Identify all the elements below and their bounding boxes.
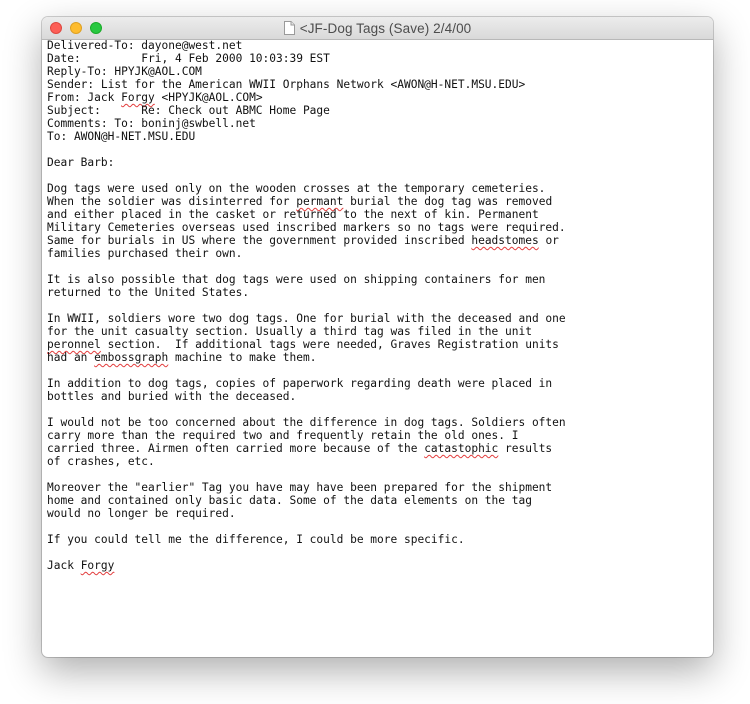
message-line bbox=[47, 416, 707, 429]
message-line bbox=[47, 546, 707, 559]
message-line bbox=[47, 195, 707, 208]
misspelled-word: permant bbox=[296, 195, 344, 208]
line-text: Comments: To: boninj@swbell.net bbox=[47, 117, 256, 130]
line-text: returned to the United States. bbox=[47, 286, 250, 299]
line-text: had an bbox=[47, 351, 95, 364]
message-line bbox=[47, 494, 707, 507]
line-text: When the soldier was disinterred for bbox=[47, 195, 297, 208]
message-line bbox=[47, 559, 707, 572]
misspelled-word: embossgraph bbox=[94, 351, 169, 364]
line-text: carry more than the required two and frequently retain the old ones. I bbox=[47, 429, 519, 442]
line-text: Delivered-To: dayone@west.net bbox=[47, 39, 243, 52]
line-text: To: AWON@H-NET.MSU.EDU bbox=[47, 130, 196, 143]
message-line bbox=[47, 533, 707, 546]
line-text: Moreover the "earlier" Tag you have may have been prepared for the shipment bbox=[47, 481, 553, 494]
message-line bbox=[47, 325, 707, 338]
line-text: families purchased their own. bbox=[47, 247, 243, 260]
line-text: Dear Barb: bbox=[47, 156, 115, 169]
message-line bbox=[47, 468, 707, 481]
message-line bbox=[47, 520, 707, 533]
message-line bbox=[47, 273, 707, 286]
line-text: In addition to dog tags, copies of paperwork regarding death were placed in bbox=[47, 377, 553, 390]
line-text: or bbox=[538, 234, 559, 247]
message-line bbox=[47, 169, 707, 182]
message-line bbox=[47, 403, 707, 416]
line-text: results bbox=[498, 442, 553, 455]
misspelled-word: Forgy bbox=[121, 91, 155, 104]
line-text: Dog tags were used only on the wooden crosses at the temporary cemeteries. bbox=[47, 182, 546, 195]
message-line bbox=[47, 286, 707, 299]
message-line bbox=[47, 377, 707, 390]
line-text: In WWII, soldiers wore two dog tags. One for burial with the deceased and one bbox=[47, 312, 566, 325]
line-text: would no longer be required. bbox=[47, 507, 236, 520]
message-line bbox=[47, 143, 707, 156]
message-line bbox=[47, 481, 707, 494]
message-line bbox=[47, 442, 707, 455]
message-line bbox=[47, 52, 707, 65]
message-line bbox=[47, 364, 707, 377]
message-line bbox=[47, 65, 707, 78]
document-window bbox=[42, 17, 713, 657]
line-text: If you could tell me the difference, I could be more specific. bbox=[47, 533, 465, 546]
title-bar[interactable] bbox=[42, 17, 713, 40]
misspelled-word: Forgy bbox=[80, 559, 115, 572]
line-text: and either placed in the casket or returned to the next of kin. Permanent bbox=[47, 208, 539, 221]
line-text: machine to make them. bbox=[168, 351, 317, 364]
line-text: for the unit casualty section. Usually a third tag was filed in the unit bbox=[47, 325, 532, 338]
line-text: From: Jack bbox=[47, 91, 122, 104]
line-text: burial the dog tag was removed bbox=[343, 195, 553, 208]
message-line bbox=[47, 312, 707, 325]
message-line bbox=[47, 117, 707, 130]
misspelled-word: catastophic bbox=[424, 442, 499, 455]
message-line bbox=[47, 351, 707, 364]
message-line bbox=[47, 390, 707, 403]
line-text: Reply-To: HPYJK@AOL.COM bbox=[47, 65, 202, 78]
line-text: home and contained only basic data. Some of the data elements on the tag bbox=[47, 494, 532, 507]
message-line bbox=[47, 104, 707, 117]
message-line bbox=[47, 221, 707, 234]
message-line bbox=[47, 156, 707, 169]
message-line bbox=[47, 234, 707, 247]
message-line bbox=[47, 247, 707, 260]
line-text: Sender: List for the American WWII Orphans Network <AWON@H-NET.MSU.EDU> bbox=[47, 78, 526, 91]
message-line bbox=[47, 182, 707, 195]
line-text: Jack bbox=[47, 559, 81, 572]
message-line bbox=[47, 455, 707, 468]
misspelled-word: headstomes bbox=[471, 234, 539, 247]
window-title-group bbox=[42, 17, 713, 39]
line-text: I would not be too concerned about the difference in dog tags. Soldiers often bbox=[47, 416, 566, 429]
line-text: Same for burials in US where the government provided inscribed bbox=[47, 234, 472, 247]
line-text: Military Cemeteries overseas used inscribed markers so no tags were required. bbox=[47, 221, 566, 234]
line-text: <HPYJK@AOL.COM> bbox=[154, 91, 263, 104]
misspelled-word: peronnel bbox=[47, 338, 101, 351]
message-line bbox=[47, 39, 707, 52]
line-text: of crashes, etc. bbox=[47, 455, 155, 468]
line-text: It is also possible that dog tags were used on shipping containers for men bbox=[47, 273, 546, 286]
message-line bbox=[47, 130, 707, 143]
document-icon bbox=[284, 21, 295, 35]
message-line bbox=[47, 507, 707, 520]
message-line bbox=[47, 78, 707, 91]
message-line bbox=[47, 429, 707, 442]
line-text: Subject: Re: Check out ABMC Home Page bbox=[47, 104, 330, 117]
message-line bbox=[47, 91, 707, 104]
message-line bbox=[47, 338, 707, 351]
line-text: Date: Fri, 4 Feb 2000 10:03:39 EST bbox=[47, 52, 330, 65]
window-title: <JF-Dog Tags (Save) 2/4/00 bbox=[299, 20, 472, 36]
line-text: carried three. Airmen often carried more because of the bbox=[47, 442, 425, 455]
message-text-area[interactable] bbox=[47, 39, 707, 657]
line-text: section. If additional tags were needed, Graves Registration units bbox=[100, 338, 559, 351]
message-line bbox=[47, 260, 707, 273]
message-line bbox=[47, 299, 707, 312]
line-text: bottles and buried with the deceased. bbox=[47, 390, 297, 403]
message-line bbox=[47, 208, 707, 221]
